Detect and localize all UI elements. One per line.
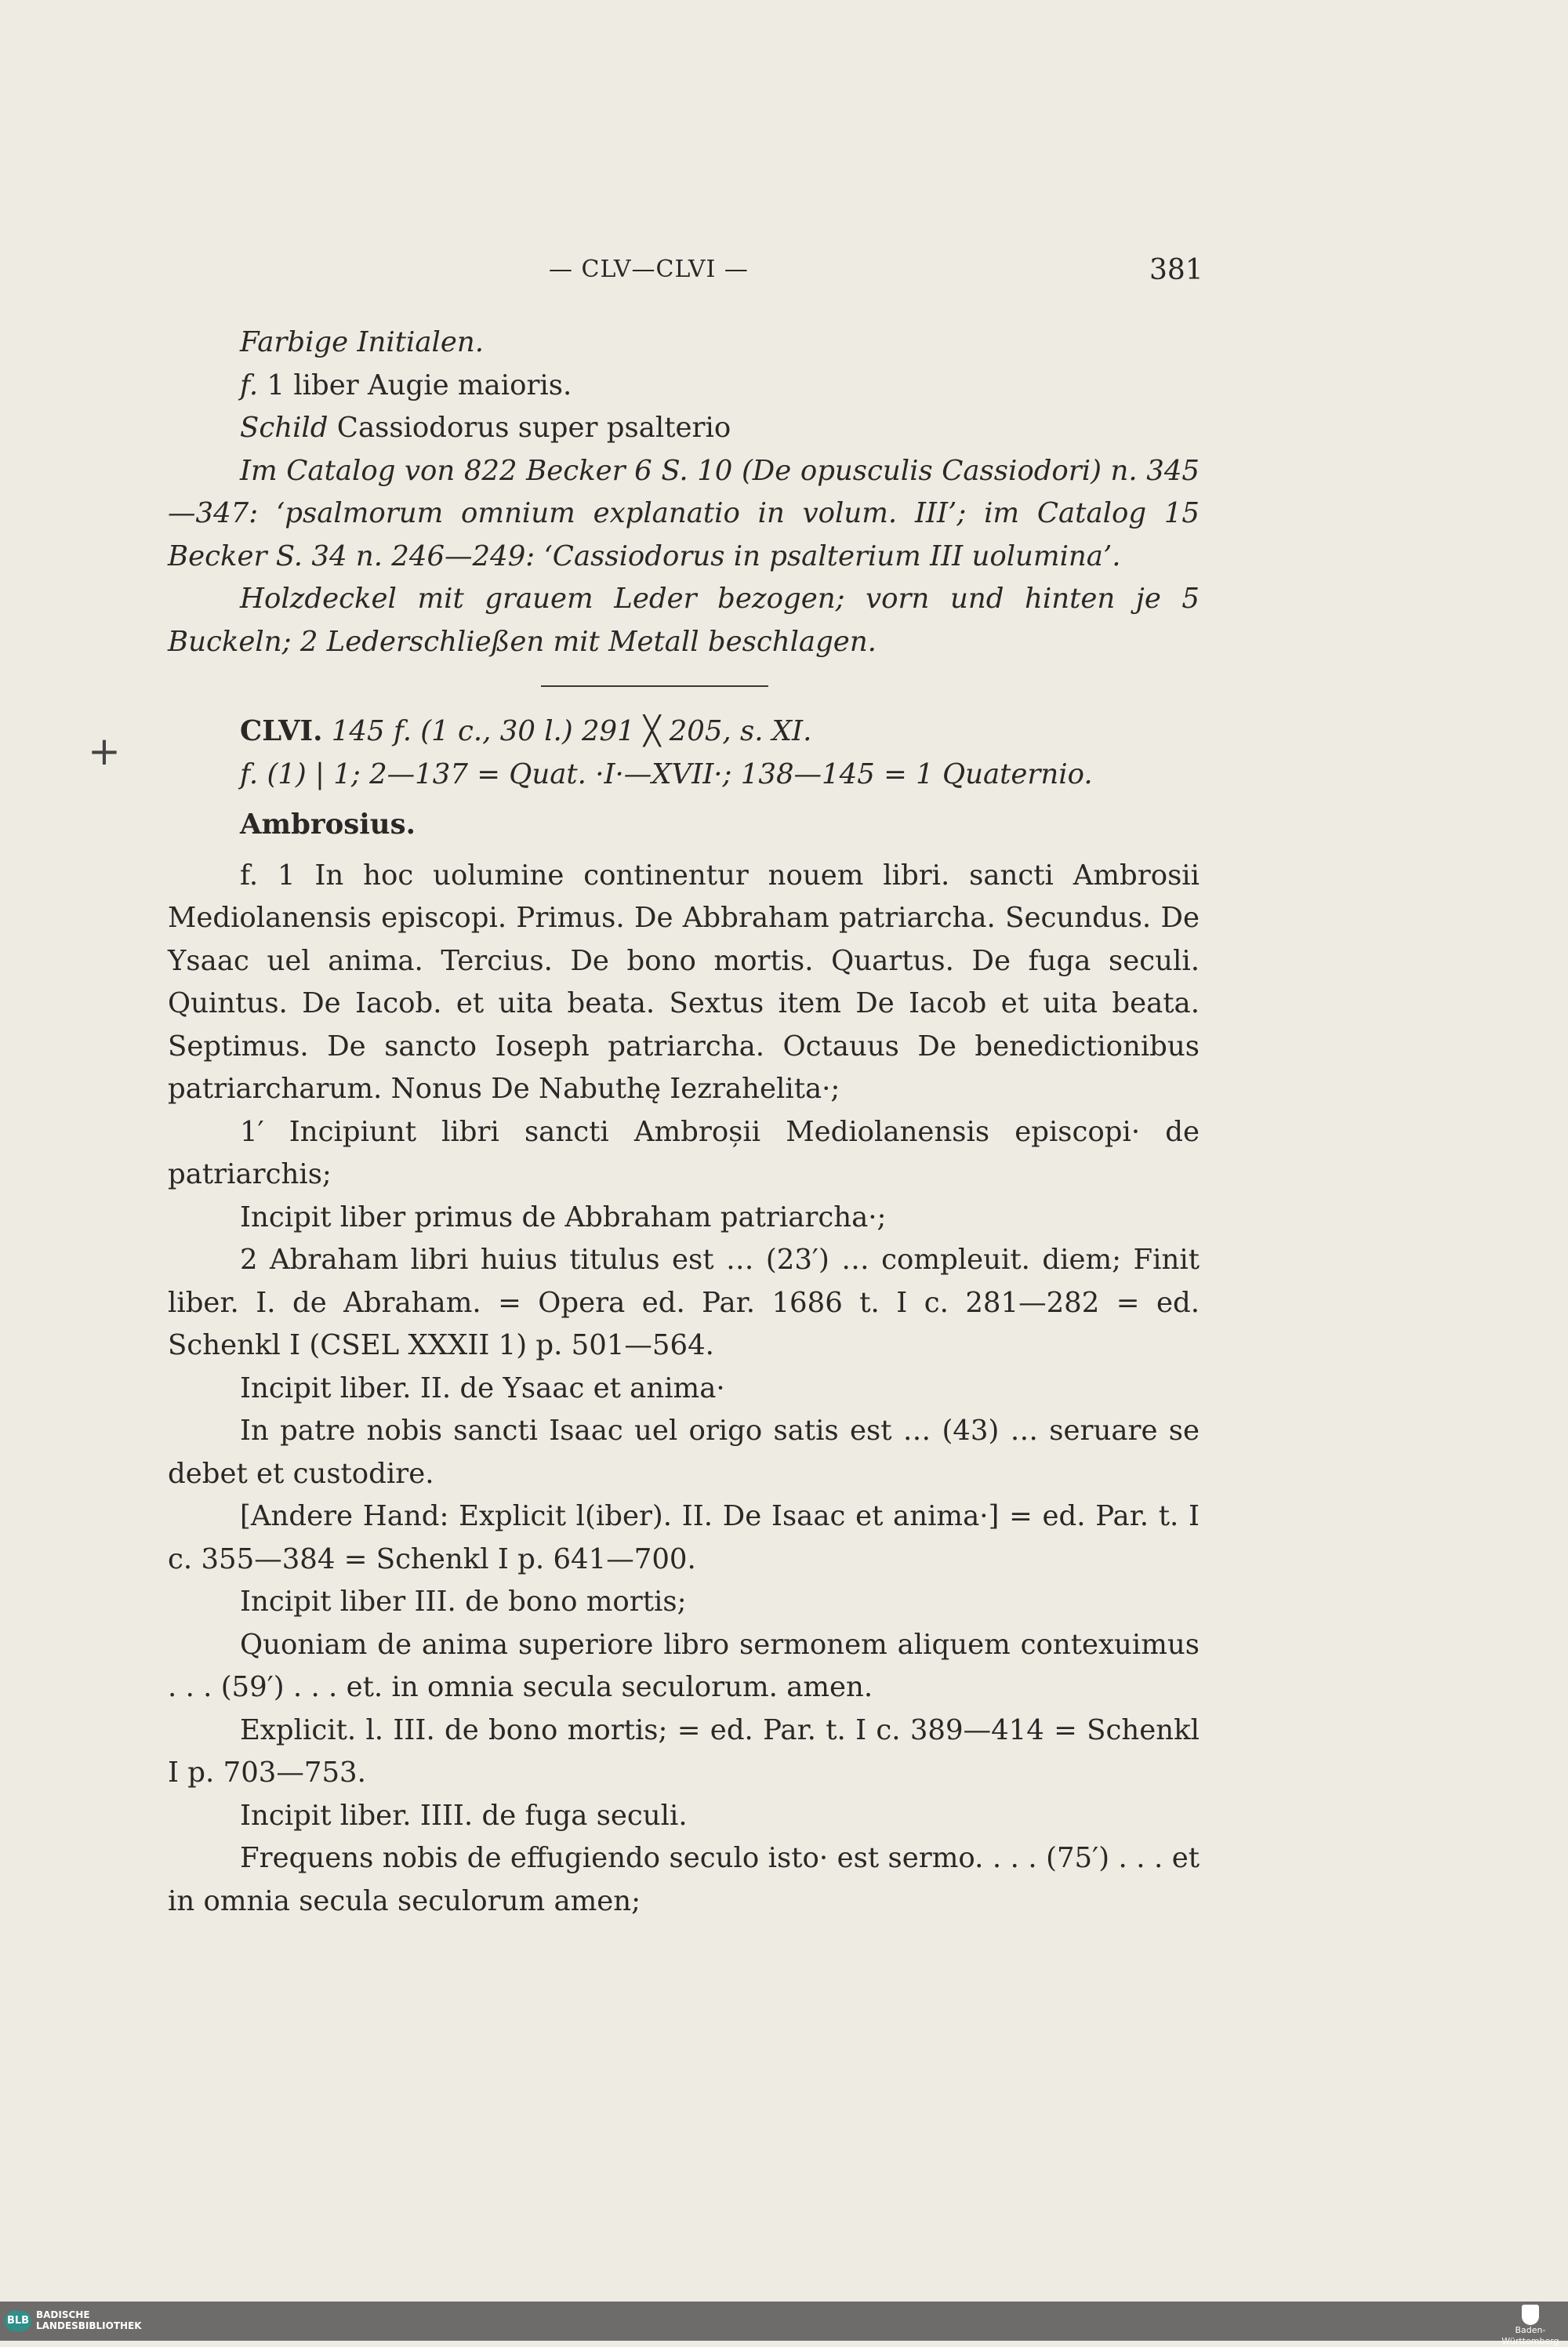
clvi-line: Explicit. l. III. de bono mortis; = ed. Par. t. I c. 389—414 = Schenkl I p. 703—753. bbox=[168, 1713, 1200, 1789]
spacer bbox=[168, 847, 1200, 855]
clvi-line: In patre nobis sancti Isaac uel origo satis est … (43) … seruare se debet et custodire. bbox=[168, 1415, 1200, 1490]
crest-icon bbox=[1522, 2305, 1539, 2325]
clvi-line: Frequens nobis de effugiendo seculo isto· est sermo. . . . (75′) . . . et in omnia secula seculorum amen; bbox=[168, 1842, 1200, 1917]
section-divider bbox=[541, 685, 768, 687]
clvi-heading bbox=[168, 710, 1200, 754]
clvi-line: Incipit liber. IIII. de fuga seculi. bbox=[240, 1799, 688, 1832]
blb-logo-text bbox=[36, 2309, 142, 2331]
page-number: 381 bbox=[1149, 254, 1203, 286]
clv-folio-1 bbox=[168, 365, 1200, 408]
clvi-line: Incipit liber. II. de Ysaac et anima· bbox=[240, 1372, 725, 1404]
page-header bbox=[0, 256, 1568, 295]
clvi-line: [Andere Hand: Explicit l(iber). II. De Isaac et anima·] = ed. Par. t. I c. 355—384 = Schenkl I p. 641—700. bbox=[168, 1500, 1200, 1575]
clv-folio-1-text: 1 liber Augie maioris. bbox=[258, 369, 572, 401]
clv-initials: Farbige Initialen. bbox=[240, 326, 484, 358]
clvi-line: 1′ Incipiunt libri sancti Ambroșii Mediolanensis episcopi· de patriarchis; bbox=[168, 1115, 1200, 1190]
logo-line-2: LANDESBIBLIOTHEK bbox=[36, 2320, 142, 2331]
viewer-footer-bar bbox=[0, 2302, 1568, 2346]
logo-line-1: BADISCHE bbox=[36, 2309, 90, 2320]
clv-catalog-note: Im Catalog von 822 Becker 6 S. 10 (De opusculis Cassiodori) n. 345 —347: ‘psalmorum omnium explanatio in volum. III’; im Catalog 15 Becker S. 34 n. 246—249: ‘Cassiodorus in psalterium III uolumina’. bbox=[168, 454, 1200, 572]
running-title: — CLV—CLVI — bbox=[549, 256, 749, 283]
crest-label: Baden-Württemberg bbox=[1501, 2325, 1559, 2346]
clvi-line: Incipit liber III. de bono mortis; bbox=[240, 1586, 687, 1618]
clvi-line: f. 1 In hoc uolumine continentur nouem libri. sancti Ambrosii Mediolanensis episcopi. Primus. De Abbraham patriarcha. Secundus. De Ysaac uel anima. Tercius. De bono mortis. Quartus. De fuga seculi. Quintus. De Iacob. et uita beata. Sextus item De Iacob et uita beata. Septimus. De sancto Ioseph patriarcha. Octauus De benedictionibus patriarcharum. Nonus De Nabuthę Iezrahelita·; bbox=[168, 859, 1200, 1105]
clv-schild-label: Schild bbox=[240, 412, 328, 444]
clv-schild bbox=[168, 407, 1200, 450]
clv-schild-text: Cassiodorus super psalterio bbox=[328, 412, 731, 444]
clvi-description: 145 f. (1 c., 30 l.) 291 ╳ 205, s. XI. bbox=[322, 715, 812, 747]
clv-binding-note: Holzdeckel mit grauem Leder bezogen; vorn und hinten je 5 Buckeln; 2 Lederschließen mit Metall beschlagen. bbox=[168, 583, 1200, 658]
clvi-number: CLVI. bbox=[240, 715, 323, 747]
clvi-line: 2 Abraham libri huius titulus est … (23′) … compleuit. diem; Finit liber. I. de Abraham. = Opera ed. Par. 1686 t. I c. 281—282 = ed. Schenkl I (CSEL XXXII 1) p. 501—564. bbox=[168, 1244, 1200, 1361]
spacer bbox=[168, 796, 1200, 804]
margin-plus-mark: + bbox=[88, 728, 121, 774]
clvi-line: Quoniam de anima superiore libro sermonem aliquem contexuimus . . . (59′) . . . et. in omnia secula seculorum. amen. bbox=[168, 1628, 1200, 1703]
page-body bbox=[168, 322, 1200, 1923]
clv-folio-1-prefix: f. bbox=[240, 369, 259, 401]
clvi-line: Incipit liber primus de Abbraham patriarcha·; bbox=[240, 1201, 887, 1233]
blb-logo[interactable]: BLB bbox=[5, 2311, 31, 2331]
clvi-collation: f. (1) | 1; 2—137 = Quat. ·I·—XVII·; 138—145 = 1 Quaternio. bbox=[240, 758, 1093, 790]
clvi-author: Ambrosius. bbox=[240, 808, 416, 841]
